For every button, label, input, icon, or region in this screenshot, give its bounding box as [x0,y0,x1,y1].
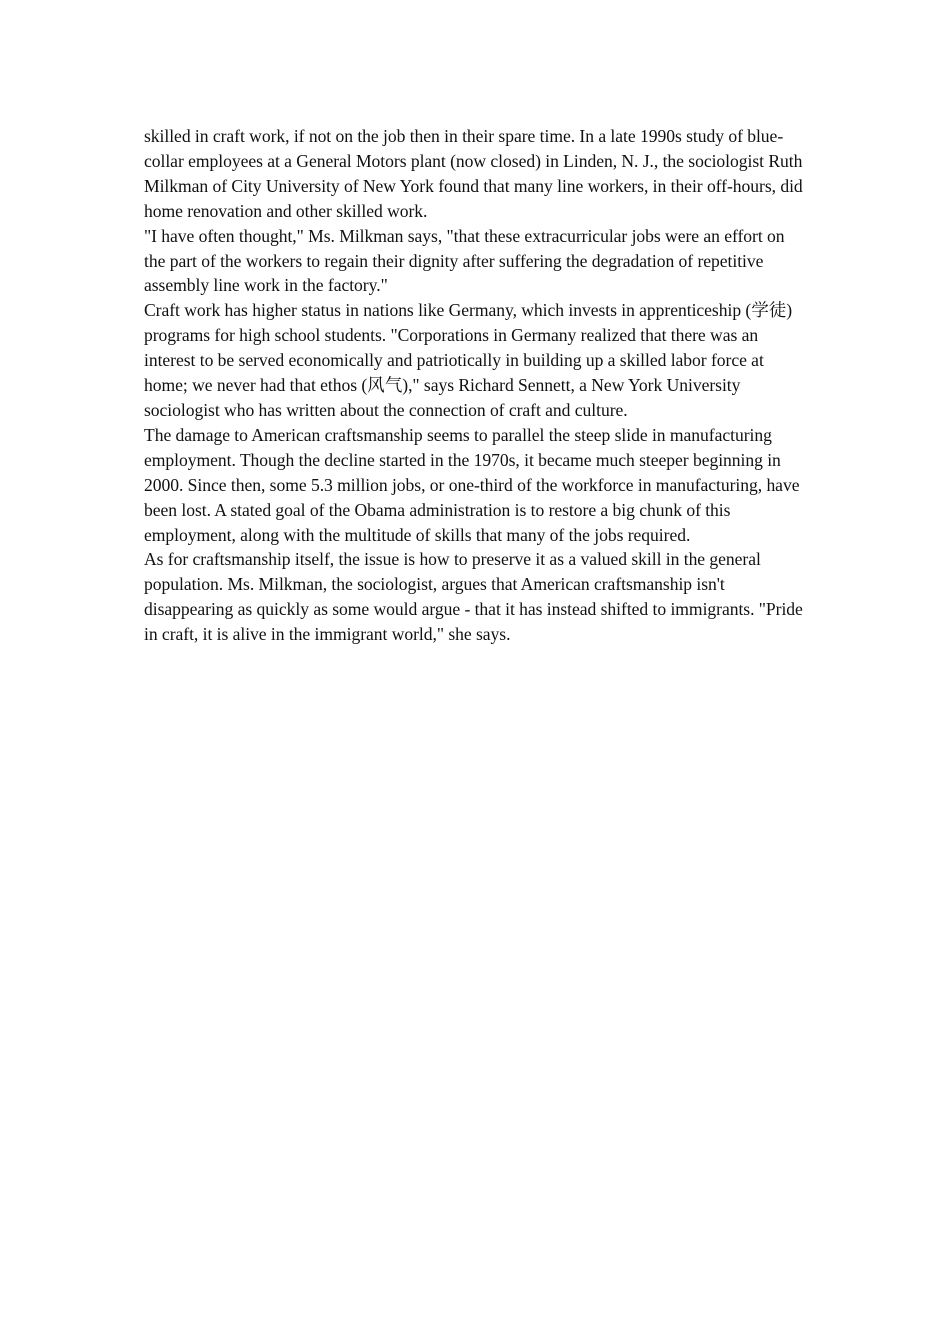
paragraph-2: "I have often thought," Ms. Milkman says, "that these extracurricular jobs were an effort on the part of the workers to regain their dignity after suffering the degradation of repetitive assembly line work in the factory." [144,225,785,296]
paragraph-3: Craft work has higher status in nations like Germany, which invests in apprenticeship (学徒) programs for high school students. "Corporations in Germany realized that there was an interest to be served economically and patriotically in building up a skilled labor force at home; we never had that ethos (风气)," says Richard Sennett, a New York University sociologist who has written about the connection of craft and culture. [144,300,793,420]
article-body [144,124,810,647]
paragraph-1: skilled in craft work, if not on the job then in their spare time. In a late 1990s study of blue-collar employees at a General Motors plant (now closed) in Linden, N. J., the sociologist Ruth Milkman of City University of New York found that many line workers, in their off-hours, did home renovation and other skilled work. [144,126,803,221]
paragraph-4: The damage to American craftsmanship seems to parallel the steep slide in manufacturing employment. Though the decline started in the 1970s, it became much steeper beginning in 2000. Since then, some 5.3 million jobs, or one-third of the workforce in manufacturing, have been lost. A stated goal of the Obama administration is to restore a big chunk of this employment, along with the multitude of skills that many of the jobs required. [144,424,800,545]
paragraph-5: As for craftsmanship itself, the issue is how to preserve it as a valued skill in the general population. Ms. Milkman, the sociologist, argues that American craftsmanship isn't disappearing as quickly as some would argue - that it has instead shifted to immigrants. "Pride in craft, it is alive in the immigrant world," she says. [144,549,803,645]
